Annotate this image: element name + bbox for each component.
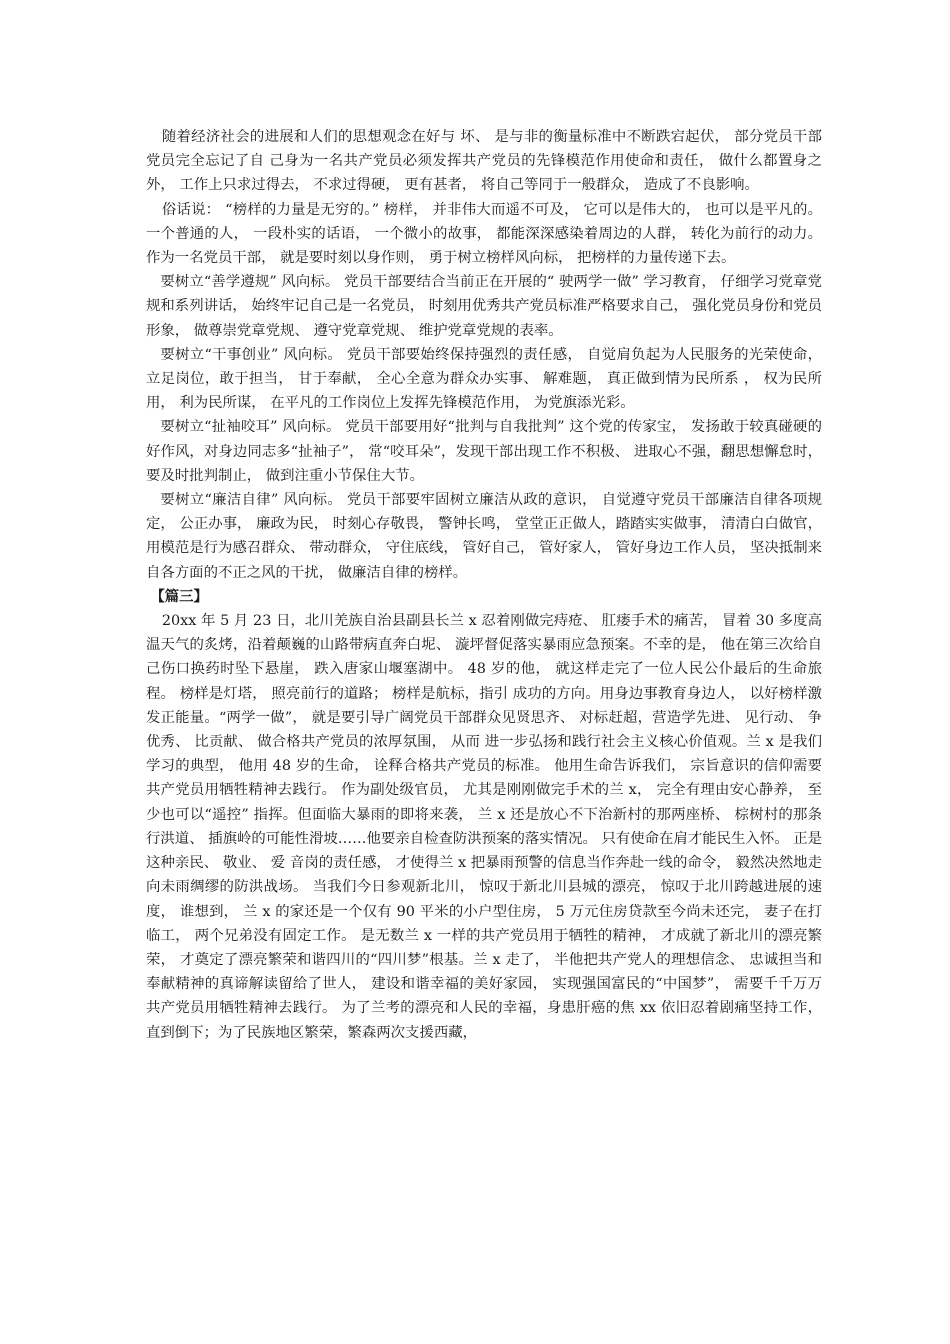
paragraph-study-rules: 要树立“善学遵规” 风向标。 党员干部要结合当前正在开展的“ 驶两学一做” 学习教育， 仔细学习党章党规和系列讲话， 始终牢记自己是一名党员， 时刻用优秀共产党员标准严格要求自己， 强化党员身份和党员形象， 做尊崇党章党规、 遵守党章党规、 维护党章党规的表率。 bbox=[146, 274, 822, 339]
paragraph-entrepreneurship: 要树立“干事创业” 风向标。 党员干部要始终保持强烈的责任感， 自觉肩负起为人民服务的光荣使命， 立足岗位，敢于担当， 甘于奉献， 全心全意为群众办实事、 解难题， 真正做到情为民所系 ， 权为民所用， 利为民所谋， 在平凡的工作岗位上发挥先锋模范作用， 为党旗添光彩。 bbox=[146, 346, 822, 412]
paragraph-criticism: 要树立“扯袖咬耳” 风向标。 党员干部要用好“批判与自我批判” 这个党的传家宝， 发扬敢于较真碰硬的好作风，对身边同志多“扯袖子”， 常“咬耳朵”，发现干部出现工作不积极、 进取心不强，翻思想懈怠时， 要及时批判制止， 做到注重小节保住大节。 bbox=[146, 419, 822, 484]
paragraph-intro: 随着经济社会的进展和人们的思想观念在好与 坏、 是与非的衡量标准中不断跌宕起伏， 部分党员干部党员完全忘记了自 己身为一名共产党员必须发挥共产党员的先锋模范作用使命和责任， 做什么都置身之外， 工作上只求过得去， 不求过得硬， 更有甚者， 将自己等同于一般群众， 造成了不良影响。 bbox=[146, 129, 822, 194]
paragraph-proverb: 俗话说： “榜样的力量是无穷的。” 榜样， 并非伟大而遥不可及， 它可以是伟大的， 也可以是平凡的。 一个普通的人， 一段朴实的话语， 一个微小的故事， 都能深深感染着周边的人群， 转化为前行的动力。 作为一名党员干部， 就是要时刻以身作则， 勇于树立榜样风向标， 把榜样的力量传递下去。 bbox=[146, 201, 822, 267]
section-heading: 【篇三】 bbox=[150, 587, 208, 605]
paragraph-integrity: 要树立“廉洁自律” 风向标。 党员干部要牢固树立廉洁从政的意识， 自觉遵守党员干部廉洁自律各项规定， 公正办事， 廉政为民， 时刻心存敬畏， 警钟长鸣， 堂堂正正做人，踏踏实实做事， 清清白白做官， 用模范是行为感召群众、 带动群众， 守住底线， 管好自己， 管好家人， 管好身边工作人员， 坚决抵制来自各方面的不正之风的干扰， 做廉洁自律的榜样。 bbox=[146, 492, 822, 581]
document-page bbox=[146, 125, 822, 1045]
paragraph-story: 20xx 年 5 月 23 日，北川羌族自治县副县长兰 x 忍着刚做完痔疮、 肛瘘手术的痛苦， 冒着 30 多度高温天气的炙烤，沿着颠巍的山路带病直奔白坭、 漩坪督促落实暴雨应急预案。不幸的是， 他在第三次给自己伤口换药时坠下悬崖， 跌入唐家山堰塞湖中。 48 岁的他， 就这样走完了一位人民公仆最后的生命旅程。 榜样是灯塔， 照亮前行的道路； 榜样是航标，指引 成功的方向。用身边事教育身边人， 以好榜样激发正能量。“两学一做”， 就是要引导广阔党员干部群众见贤思齐、 对标赶超，营造学先进、 见行动、 争优秀、 比贡献、 做合格共产党员的浓厚氛围， 从而 进一步弘扬和践行社会主义核心价值观。兰 x 是我们学习的典型， 他用 48 岁的生命， 诠释合格共产党员的标准。 他用生命告诉我们， 宗旨意识的信仰需要共产党员用牺牲精神去践行。 作为副处级官员， 尤其是刚刚做完手术的兰 x， 完全有理由安心静养， 至少也可以“遥控” 指挥。但面临大暴雨的即将来袭， 兰 x 还是放心不下治新村的那两座桥、 棕树村的那条行洪道、 插旗岭的可能性滑坡……他要亲自检查防洪预案的落实情况。 只有使命在肩才能民生入怀。 正是这种亲民、 敬业、 爱 音岗的责任感， 才使得兰 x 把暴雨预警的信息当作奔赴一线的命令， 毅然决然地走向未雨绸缪的防洪战场。 当我们今日参观新北川， 惊叹于新北川县城的漂亮， 惊叹于北川跨越进展的速度， 谁想到， 兰 x 的家还是一个仅有 90 平米的小户型住房， 5 万元住房贷款至今尚未还完， 妻子在打临工， 两个兄弟没有固定工作。 是无数兰 x 一样的共产党员用于牺牲的精神， 才成就了新北川的漂亮繁荣， 才奠定了漂亮繁荣和谐四川的“四川梦”根基。兰 x 走了， 半他把共产党人的理想信念、 忠诚担当和奉献精神的真谛解读留给了世人， 建设和谐幸福的美好家园， 实现强国富民的“中国梦”， 需要千千万万共产党员用牺牲精神去践行。 为了兰考的漂亮和人民的幸福，身患肝癌的焦 xx 依旧忍着剧痛坚持工作， 直到倒下；为了民族地区繁荣，繁森两次支援西藏， bbox=[146, 613, 822, 1041]
